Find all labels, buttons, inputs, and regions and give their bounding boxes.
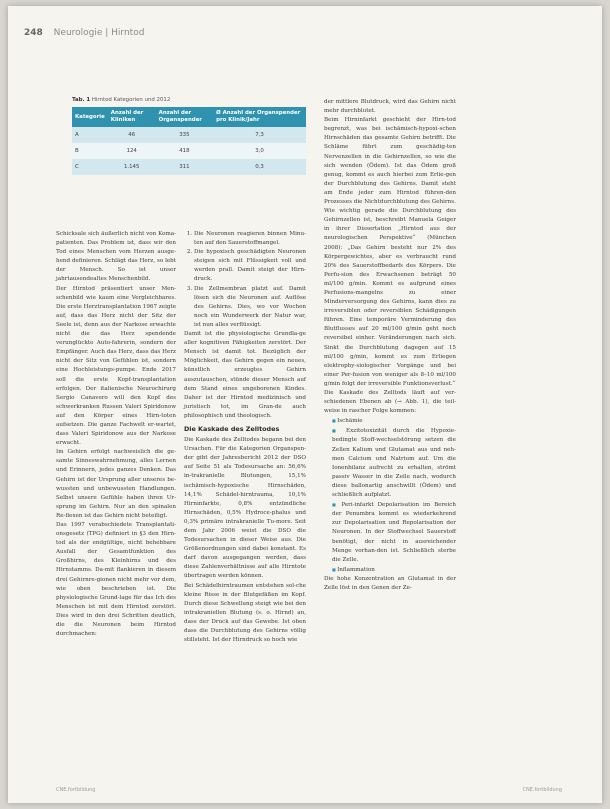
- paragraph: Damit ist die physiologische Grundla-ge aller kognitiven Fähigkeiten zerstört. Der Mensch ist damit tot. Bezüglich der Möglichkeit, das Gehirn gegen ein neues, künstlich erzeugtes Gehirn auszutauschen, stünde dieser Mensch auf dem Stand eines ungeborenen Kindes. Daher ist der Hirntod medizinisch und juristisch tot, im Gran-de auch philosophisch und theologisch.: [184, 331, 306, 419]
- paragraph: Schicksale sich äußerlich nicht von Koma-patienten. Das Problem ist, dass wir den Tod eines Menschen vom Herzen ausge-hend definieren. Schlägt das Herz, so lebt der Mensch. So ist unser jahrtausendealtes Menschenbild.: [56, 231, 176, 283]
- footer-right: CNE.fortbildung: [522, 787, 562, 793]
- text-column-left: [56, 230, 176, 639]
- list-item: ■ Exzitotoxizität durch die Hypoxie-bedingte Stoff-wechselstörung setzen die Zellen Kalium und Glutamat aus und neh-men Calcium und Natrium auf. Um die Ionenbilanz aufrecht zu erhalten, strömt passiv Wasser in die Zelle nach, wodurch diese ballonartig anschwillt (Ödem) und schließlich aufplatzt.: [332, 426, 456, 500]
- table-caption: [72, 97, 306, 103]
- table-row: [72, 159, 306, 175]
- table-cell: 311: [156, 159, 214, 175]
- list-item: ■ Ischämie: [332, 416, 456, 426]
- table-caption-text: Hirntod Kategorien und 2012: [91, 97, 171, 103]
- table-cell: 46: [108, 127, 156, 143]
- table-header-cell: Ø Anzahl der Organspender pro Klinik/Jahr: [213, 107, 306, 127]
- document-page: [8, 6, 602, 803]
- text-column-middle: [184, 230, 306, 645]
- table-cell: 335: [156, 127, 214, 143]
- table-header-row: [72, 107, 306, 127]
- paragraph: Die Kaskade des Zelltodes begann bei den Ursachen. Für die Kategorien Organspen-der gibt der Jahresbericht 2012 der DSO auf Seite 51 als Todesursache an: 56,6% in-trakranielle Blutungen, 15,1% ischämisch-hypoxische Hirnschäden, 14,1% Schädel-hirntrauma, 10,1% Hirninfarkte, 0,8% entzündliche Hirnschäden, 0,5% Hydroce-phalus und 0,3% primäre intrakranielle Tu-more. Seit dem Jahr 2006 weist die DSO die Todesursachen in dieser Weise aus. Die Größenordnungen sind dabei konstant. Es darf davon ausgegangen werden, dass diese Zahlenverhältnisse auf alle Hirntote übertragen werden können.: [184, 437, 306, 580]
- paragraph: Das 1997 verabschiedete Transplantati-onsgesetz (TPG) definiert in §3 den Hirn-tod als der endgültige, nicht behebbare Ausfall der Gesamtfunktion des Großhirns, des Kleinhirns und des Hirnstamms. Da-mit flankieren in diesem drei Gehirnre-gionen nicht mehr vor dem, wie oben beschrieben ist. Die physiologische Grund-lage für das Ich des Menschen ist mit dem Hirntod zerstört. Dies wird in den drei Schritten deutlich, die die Neuronen beim Hirntod durchmachen:: [56, 522, 176, 638]
- running-header: [24, 28, 144, 38]
- page-number: 248: [24, 28, 43, 38]
- category-table: [72, 107, 306, 175]
- list-item: 1. Die Neuronen reagieren binnen Minu-ten auf den Sauerstoffmangel.: [194, 230, 306, 248]
- paragraph: Wie wichtig gerade die Durchblutung des Gehirnzellen ist, beschreibt Manuela Geiger in ihrer Dissertation „Hirntod aus der neurologischen Perspektive“ (München 2008): „Das Gehirn besteht nur 2% des Körpergewichtes, aber es verbraucht rund 20% des Sauerstoffbedarfs des Körpers. Die Perfu-sion des Erwachsenen beträgt 50 ml/100 g/min. Kommt es aufgrund eines Perfusions-mangelns zu einer Minderversorgung des Gehirns, kann dies zu irreversiblen oder reversiblen Schädigungen führen. Eine temporäre Verminderung des Blutflusses auf 20 ml/100 g/min geht noch reversibel einher. Veränderungen nach sich. Sinkt die Durchblutung dagegen auf 15 ml/100 g/min, kommt es zum Erliegen elektrophy-siologischer Vorgänge und bei einer Per-fusion von weniger als 8–10 ml/100 g/min folgt der irreversible Funktionsverlust.“: [324, 208, 456, 387]
- table-row: [72, 143, 306, 159]
- list-item: 3. Die Zellmembran platzt auf. Damit lösen sich die Neuronen auf. Auflöse des Gehirns. Dies, wo vor Wochen noch ein Wunderwerk der Natur war, ist nun alles verflüssigt.: [194, 285, 306, 330]
- numbered-list: [184, 230, 306, 330]
- table-cell: A: [72, 127, 108, 143]
- footer-left: CNE.fortbildung: [56, 787, 96, 793]
- category-table-block: [72, 97, 306, 175]
- table-cell: C: [72, 159, 108, 175]
- paragraph: der mittlere Blutdruck, wird das Gehirn nicht mehr durchblutet.: [324, 99, 456, 115]
- paragraph: Beim Hirninfarkt geschieht der Hirn-tod begrenzt, was bei ischämisch-hypoxi-schen Hirnschäden das gesamte Gehirn betrifft. Die Schläme führt zum geschädig-ten Nervenzellen in die Gehirnzellen, so wie die sich wenden (Ödem). Ist das Ödem groß genug, kommt es auch hierbei zum Erlie-gen der Durchblutung des Gehirns. Damit steht am Ende jeder zum Hirntod führen-den Prozesses die Nichtdurchblutung des Gehirns.: [324, 117, 456, 206]
- paragraph: Die Kaskade des Zelltods läuft auf ver-schiedenen Ebenen ab (→ Abb. 1), die teil-weise in rascher Folge kommen:: [324, 390, 456, 415]
- text-column-right: [324, 98, 456, 593]
- table-cell: 124: [108, 143, 156, 159]
- table-caption-label: Tab. 1: [72, 97, 91, 103]
- table-header-cell: Anzahl der Organspender: [156, 107, 214, 127]
- table-cell: 3,0: [213, 143, 306, 159]
- list-item: ■ Peri-infarkt Depolarisation im Bereich der Penumbra kommt es wiederkehrend zur Depolarisation und Repolarisation der Neuronen. In der Stoffwechsel Sauerstoff benötigt, der nicht in ausreichender Menge vorhan-den ist. Schließlich sterbe die Zelle.: [332, 500, 456, 565]
- table-cell: 7,3: [213, 127, 306, 143]
- paragraph: Die hohe Konzentration an Glutamat in der Zelle löst in den Genen der Ze-: [324, 575, 456, 591]
- bullet-list: [324, 416, 456, 575]
- list-item: 2. Die hypoxisch geschädigten Neuronen steigen sich mit Flüssigkeit voll und werden prall. Damit steigt der Hirn-druck.: [194, 248, 306, 284]
- list-item: ■ Inflammation: [332, 565, 456, 575]
- paragraph: Der Hirntod präsentiert unser Men-schenbild wie kaum eine Vergleichbares. Die erste Herztransplantation 1967 zeigte auf, dass das Herz nicht der Sitz der Seele ist, denn aus der Narkose erwachte nicht die das Herz spendende verunglückte Auto-fahrerin, sondern der Empfänger. Auch das Herz, dass das Herz nicht der Sitz von Gefühlen ist, sondern eine Hochleistungs-pumpe. Ende 2017 soll die erste Kopf-transplantation erfolgen. Der italienische Neurochirurg Sergio Canavero will den Kopf des schwerkranken Russen Valeri Spiridonow auf den Körper eines Hirn-toten aufsetzen. Die ganze Fachwelt er-wartet, dass Valeri Spiridonow aus der Narkose erwacht.: [56, 285, 176, 447]
- table-cell: B: [72, 143, 108, 159]
- paragraph: Bei Schädelhirntraumen entstehen sol-che kleine Risse in der Blutgefäßen im Kopf. Durch diese Schwellung steigt wie bei den intrakraniellen Blutung (s. o. Hirnd) an, dass der Druck auf das Gewebe. Ist oben dass die Durchblutung des Gehirns völlig stillsteht. Ist der Hirndruck so hoch wie: [184, 582, 306, 644]
- table-cell: 1.145: [108, 159, 156, 175]
- table-cell: 418: [156, 143, 214, 159]
- table-header-cell: Anzahl der Kliniken: [108, 107, 156, 127]
- table-header-cell: Kategorie: [72, 107, 108, 127]
- section-heading: Die Kaskade des Zelltodes: [184, 424, 280, 433]
- paragraph: Im Gehirn erfolgt nachweislich die ge-samte Sinneswahrnehmung, alles Lernen und Erinnern, jedes ganzes Denken. Das Gehirn ist der Ursprung aller unseres be-wussten und unbewussten Handlungen. Selbst unsere Gefühle haben ihren Ur-sprung im Gehirn. Nur an den spinalen Re-flexen ist das Gehirn nicht beteiligt.: [56, 449, 176, 519]
- header-title: Neurologie | Hirntod: [53, 28, 145, 38]
- table-cell: 0,3: [213, 159, 306, 175]
- table-row: [72, 127, 306, 143]
